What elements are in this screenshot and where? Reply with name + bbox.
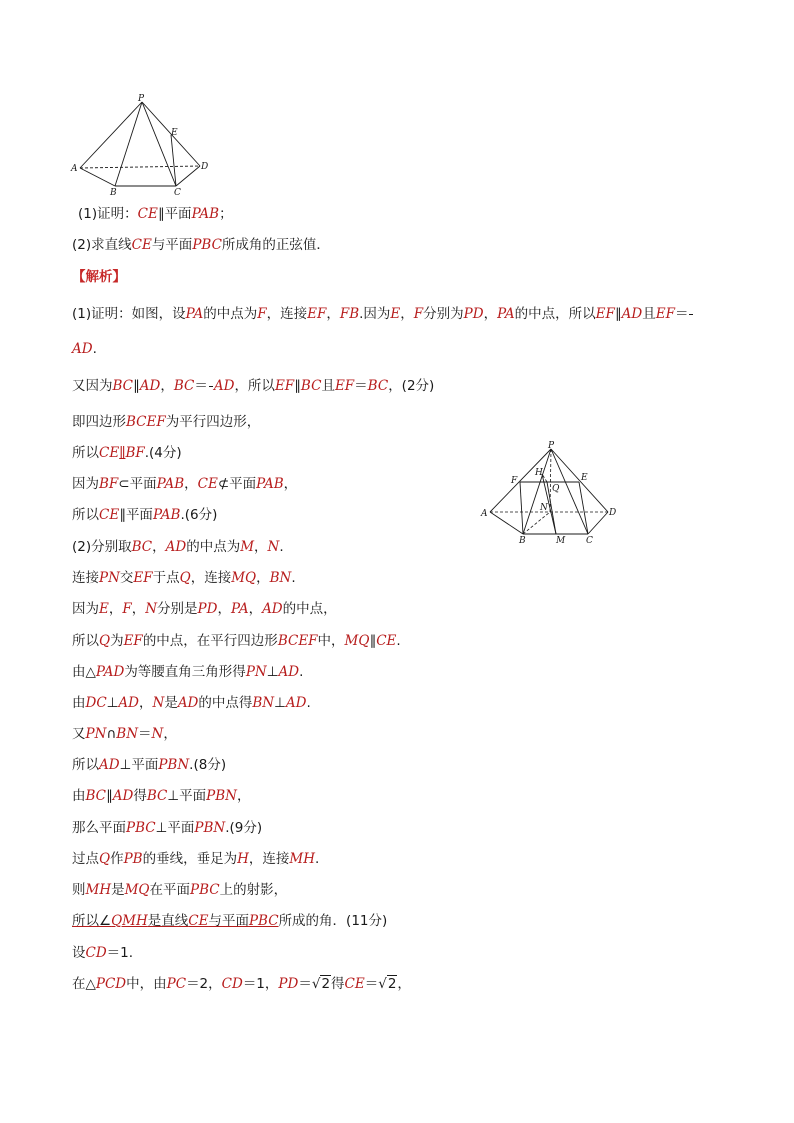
math-variable: PA: [230, 601, 249, 617]
math-variable: EF: [655, 306, 675, 322]
math-variable: EF: [133, 570, 153, 586]
text-segment: 所以: [72, 507, 99, 523]
math-variable: DC: [85, 695, 107, 711]
math-variable: AD: [177, 695, 199, 711]
text-segment: ＝1.: [106, 945, 134, 961]
text-segment: 于点: [152, 570, 180, 586]
text-segment: .: [291, 570, 296, 586]
math-variable: CD: [85, 945, 107, 961]
math-variable: FB: [339, 306, 360, 322]
text-segment: 分别为: [423, 306, 464, 322]
fig2-label-N: N: [540, 503, 548, 513]
text-segment: ＝: [298, 976, 312, 992]
text-segment: ⊥: [266, 664, 279, 680]
math-variable: AD: [72, 341, 93, 357]
question-1: [78, 204, 233, 224]
text-segment: ，: [160, 378, 174, 394]
math-variable: BC: [300, 378, 322, 394]
math-variable: EF: [274, 378, 295, 394]
math-variable: AD: [621, 306, 643, 322]
solution-line-4: [72, 443, 182, 463]
fig1-label-C: C: [174, 188, 181, 196]
text-segment: ，: [139, 695, 153, 711]
text-segment: 中，: [317, 633, 345, 649]
text-segment: 因为: [72, 601, 99, 617]
text-segment: ＝2，: [186, 976, 222, 992]
text-segment: .(8分): [189, 757, 227, 773]
math-variable: QMH: [111, 913, 148, 929]
text-segment: 的中点，: [282, 601, 337, 617]
math-variable: PN: [245, 664, 267, 680]
solution-line-16: [72, 818, 262, 838]
text-segment: ∥平面: [119, 507, 153, 523]
text-segment: 的中点，在平行四边形: [142, 633, 278, 649]
fig2-label-C: C: [586, 536, 593, 544]
text-segment: 所以: [72, 445, 99, 461]
math-variable: PBC: [192, 237, 222, 253]
solution-line-18: [72, 880, 287, 900]
text-segment: .: [396, 633, 401, 649]
fraction-one-half: [689, 314, 693, 315]
fig2-label-H: H: [535, 468, 543, 478]
solution-line-10: [72, 631, 401, 651]
solution-heading: 【解析】: [72, 269, 126, 285]
math-variable: PC: [166, 976, 187, 992]
text-segment: 为: [110, 633, 124, 649]
text-segment: ，: [254, 539, 268, 555]
math-variable: N: [267, 539, 280, 555]
math-variable: PBN: [206, 788, 237, 804]
fig2-label-E: E: [581, 473, 588, 483]
text-segment: .(6分): [180, 507, 218, 523]
text-segment: 且: [642, 306, 656, 322]
math-variable: PD: [463, 306, 484, 322]
text-segment: ∥: [294, 378, 301, 394]
math-variable: EF: [334, 378, 355, 394]
math-variable: AD: [118, 695, 139, 711]
math-variable: N: [151, 726, 164, 742]
text-segment: .(4分): [144, 445, 182, 461]
text-segment: ，所以: [234, 378, 275, 394]
text-segment: 为平行四边形，: [165, 414, 261, 430]
text-segment: 所以∠: [72, 913, 112, 929]
text-segment: 所成的角．(11分): [278, 913, 388, 929]
text-segment: ＝: [194, 378, 208, 394]
math-variable: PBN: [194, 820, 226, 836]
math-variable: CE: [137, 206, 158, 222]
math-variable: BN: [269, 570, 292, 586]
text-segment: .: [299, 664, 304, 680]
text-segment: 是直线: [147, 913, 189, 929]
text-segment: 2: [387, 976, 397, 992]
text-segment: ，: [400, 306, 414, 322]
math-variable: CE: [131, 237, 152, 253]
math-variable: CE: [344, 976, 365, 992]
solution-line-11: [72, 662, 303, 682]
math-variable: PAB: [152, 507, 181, 523]
text-segment: (1)证明：: [78, 206, 138, 222]
solution-line-15: [72, 786, 250, 806]
fig2-label-A: A: [481, 509, 488, 519]
text-segment: ，: [397, 976, 411, 992]
text-segment: 得: [133, 788, 147, 804]
math-variable: PBC: [248, 913, 279, 929]
math-variable: PD: [278, 976, 299, 992]
math-variable: CE: [99, 507, 120, 523]
math-variable: H: [237, 851, 249, 867]
math-variable: CE: [188, 913, 209, 929]
text-segment: ，: [152, 539, 166, 555]
fig2-label-B: B: [519, 536, 526, 544]
text-segment: 又: [72, 726, 86, 742]
text-segment: 是: [111, 882, 125, 898]
math-variable: BC: [146, 788, 168, 804]
text-segment: 所以: [72, 757, 99, 773]
text-segment: 2: [321, 976, 331, 992]
text-segment: 为等腰直角三角形得: [124, 664, 246, 680]
fig1-label-B: B: [110, 188, 117, 196]
text-segment: ∥平面: [157, 206, 192, 222]
math-variable: CE: [99, 445, 120, 461]
text-segment: 连接: [72, 570, 99, 586]
math-variable: AD: [213, 378, 235, 394]
text-segment: ，: [131, 601, 146, 617]
text-segment: (1)证明：如图，设: [72, 306, 186, 322]
text-segment: 又因为: [72, 378, 113, 394]
solution-line-13: [72, 724, 177, 744]
math-variable: BN: [116, 726, 139, 742]
math-variable: MQ: [344, 633, 370, 649]
text-segment: ，: [108, 601, 123, 617]
text-segment: 所成角的正弦值．: [221, 237, 330, 253]
math-variable: PAB: [191, 206, 220, 222]
text-segment: [689, 314, 693, 315]
text-segment: 的中点，所以: [514, 306, 596, 322]
text-segment: 由: [72, 788, 86, 804]
text-segment: ⊥平面: [119, 757, 159, 773]
text-segment: ＝1，: [242, 976, 279, 992]
text-segment: ＝: [674, 306, 689, 322]
math-variable: PB: [123, 851, 143, 867]
math-variable: MQ: [124, 882, 150, 898]
fig2-label-D: D: [609, 508, 617, 518]
math-variable: CE: [376, 633, 397, 649]
math-variable: AD: [139, 378, 161, 394]
math-variable: AD: [99, 757, 120, 773]
solution-line-2: [72, 376, 434, 396]
math-variable: AD: [262, 601, 283, 617]
text-segment: 则: [72, 882, 86, 898]
text-segment: ，: [248, 601, 263, 617]
solution-line-7: [72, 537, 284, 557]
math-variable: PN: [85, 726, 107, 742]
solution-line-8: [72, 568, 296, 588]
text-segment: (2)分别取: [72, 539, 132, 555]
solution-line-1-cont: [72, 339, 97, 359]
text-segment: .: [314, 851, 320, 867]
text-segment: [209, 386, 213, 387]
fig2-label-P: P: [548, 441, 555, 451]
math-variable: N: [145, 601, 158, 617]
text-segment: ，连接: [190, 570, 232, 586]
math-variable: MH: [289, 851, 315, 867]
pyramid-figure-1: [68, 92, 218, 196]
solution-line-20: [72, 943, 133, 963]
text-segment: .: [306, 695, 311, 711]
text-segment: ⊂平面: [118, 476, 157, 492]
math-variable: ∥: [119, 445, 126, 461]
math-variable: Q: [99, 851, 111, 867]
text-segment: 与平面: [208, 913, 249, 929]
math-variable: PA: [185, 306, 204, 322]
fig2-label-F: F: [511, 476, 518, 486]
text-segment: 在平面: [149, 882, 190, 898]
math-variable: BCEF: [277, 633, 318, 649]
pyramid-figure-2: [480, 438, 620, 544]
text-segment: ，: [283, 476, 298, 492]
text-segment: ∥: [614, 306, 622, 322]
text-segment: 设: [72, 945, 86, 961]
math-variable: BC: [367, 378, 389, 394]
sqrt-2: √2: [378, 976, 397, 992]
math-variable: N: [152, 695, 165, 711]
text-segment: ，: [236, 788, 251, 804]
math-variable: BN: [252, 695, 275, 711]
text-segment: ，: [163, 726, 177, 742]
text-segment: 是: [164, 695, 178, 711]
text-segment: ，(2分): [388, 378, 435, 394]
math-variable: MH: [85, 882, 112, 898]
question-2: [72, 235, 330, 255]
math-variable: MQ: [231, 570, 257, 586]
text-segment: 由: [72, 695, 86, 711]
fig1-label-A: A: [71, 164, 78, 174]
math-variable: EF: [307, 306, 327, 322]
math-variable: EF: [595, 306, 615, 322]
text-segment: 得: [331, 976, 345, 992]
text-segment: 即四边形: [72, 414, 126, 430]
fig1-label-D: D: [201, 162, 209, 172]
text-segment: 中，由: [126, 976, 167, 992]
text-segment: ，: [217, 601, 231, 617]
text-segment: 作: [110, 851, 124, 867]
math-variable: PBN: [158, 757, 190, 773]
solution-line-17: [72, 849, 319, 869]
text-segment: ，: [326, 306, 340, 322]
solution-line-3: [72, 412, 260, 432]
text-segment: ＝: [138, 726, 152, 742]
math-variable: Q: [99, 633, 111, 649]
math-variable: CE: [197, 476, 218, 492]
sqrt-2: √2: [311, 976, 331, 992]
text-segment: ∥: [369, 633, 377, 649]
math-variable: F: [413, 306, 424, 322]
text-segment: 因为: [72, 476, 99, 492]
text-segment: ，连接: [266, 306, 308, 322]
fig1-label-E: E: [171, 128, 178, 138]
math-variable: BCEF: [126, 414, 166, 430]
text-segment: ＝: [364, 976, 379, 992]
text-segment: 的垂线，垂足为: [142, 851, 238, 867]
text-segment: 过点: [72, 851, 99, 867]
text-segment: ，: [184, 476, 198, 492]
solution-line-1: [72, 304, 694, 324]
text-segment: 的中点为: [186, 539, 241, 555]
math-variable: PAB: [156, 476, 185, 492]
fig1-label-P: P: [138, 94, 145, 104]
text-segment: ⊥平面: [167, 788, 207, 804]
solution-line-12: [72, 693, 311, 713]
fig2-label-M: M: [556, 536, 566, 544]
math-variable: PA: [497, 306, 515, 322]
math-variable: BF: [99, 476, 119, 492]
math-variable: BC: [112, 378, 134, 394]
fig2-label-Q: Q: [552, 484, 560, 494]
math-variable: BC: [85, 788, 107, 804]
math-variable: AD: [285, 695, 307, 711]
text-segment: 由△: [72, 664, 96, 680]
text-segment: 与平面: [151, 237, 193, 253]
solution-line-21: [72, 974, 411, 994]
solution-line-19: [72, 911, 387, 931]
text-segment: ⊥: [274, 695, 286, 711]
math-variable: PBC: [126, 820, 156, 836]
text-segment: 且: [321, 378, 335, 394]
text-segment: .: [279, 539, 284, 555]
text-segment: (2)求直线: [72, 237, 132, 253]
math-variable: PAB: [256, 476, 284, 492]
text-segment: .因为: [359, 306, 391, 322]
text-segment: ＝: [354, 378, 368, 394]
text-segment: .(9分): [225, 820, 263, 836]
solution-line-5: [72, 474, 297, 494]
math-variable: E: [390, 306, 401, 322]
solution-line-14: [72, 755, 226, 775]
text-segment: ；: [219, 206, 233, 222]
text-segment: 的中点为: [203, 306, 258, 322]
text-segment: ⊥: [106, 695, 119, 711]
math-variable: AD: [112, 788, 134, 804]
text-segment: 的中点得: [198, 695, 253, 711]
text-segment: 上的射影，: [219, 882, 288, 898]
fraction-one-half: [209, 386, 213, 387]
math-variable: EF: [123, 633, 143, 649]
math-variable: AD: [278, 664, 300, 680]
text-segment: ⊄平面: [217, 476, 257, 492]
text-segment: 在△: [72, 976, 96, 992]
math-variable: PD: [197, 601, 218, 617]
math-variable: PN: [99, 570, 120, 586]
math-variable: M: [240, 539, 255, 555]
text-segment: .: [92, 341, 97, 357]
math-variable: AD: [165, 539, 187, 555]
math-variable: BC: [173, 378, 195, 394]
math-variable: CD: [221, 976, 243, 992]
text-segment: 交: [119, 570, 134, 586]
math-variable: PAD: [95, 664, 125, 680]
solution-line-9: [72, 599, 337, 619]
math-variable: BF: [125, 445, 145, 461]
text-segment: ，连接: [248, 851, 290, 867]
text-segment: ∩: [106, 726, 117, 742]
text-segment: 分别是: [157, 601, 198, 617]
solution-line-6: [72, 505, 217, 525]
math-variable: Q: [179, 570, 191, 586]
math-variable: F: [257, 306, 267, 322]
text-segment: ，: [256, 570, 270, 586]
math-variable: E: [99, 601, 109, 617]
text-segment: 所以: [72, 633, 99, 649]
math-variable: PCD: [95, 976, 127, 992]
text-segment: ∥: [133, 378, 140, 394]
math-variable: BC: [131, 539, 153, 555]
text-segment: 那么平面: [72, 820, 126, 836]
text-segment: ∥: [106, 788, 113, 804]
math-variable: PBC: [190, 882, 220, 898]
text-segment: ⊥平面: [155, 820, 195, 836]
math-variable: F: [122, 601, 132, 617]
text-segment: ，: [483, 306, 498, 322]
